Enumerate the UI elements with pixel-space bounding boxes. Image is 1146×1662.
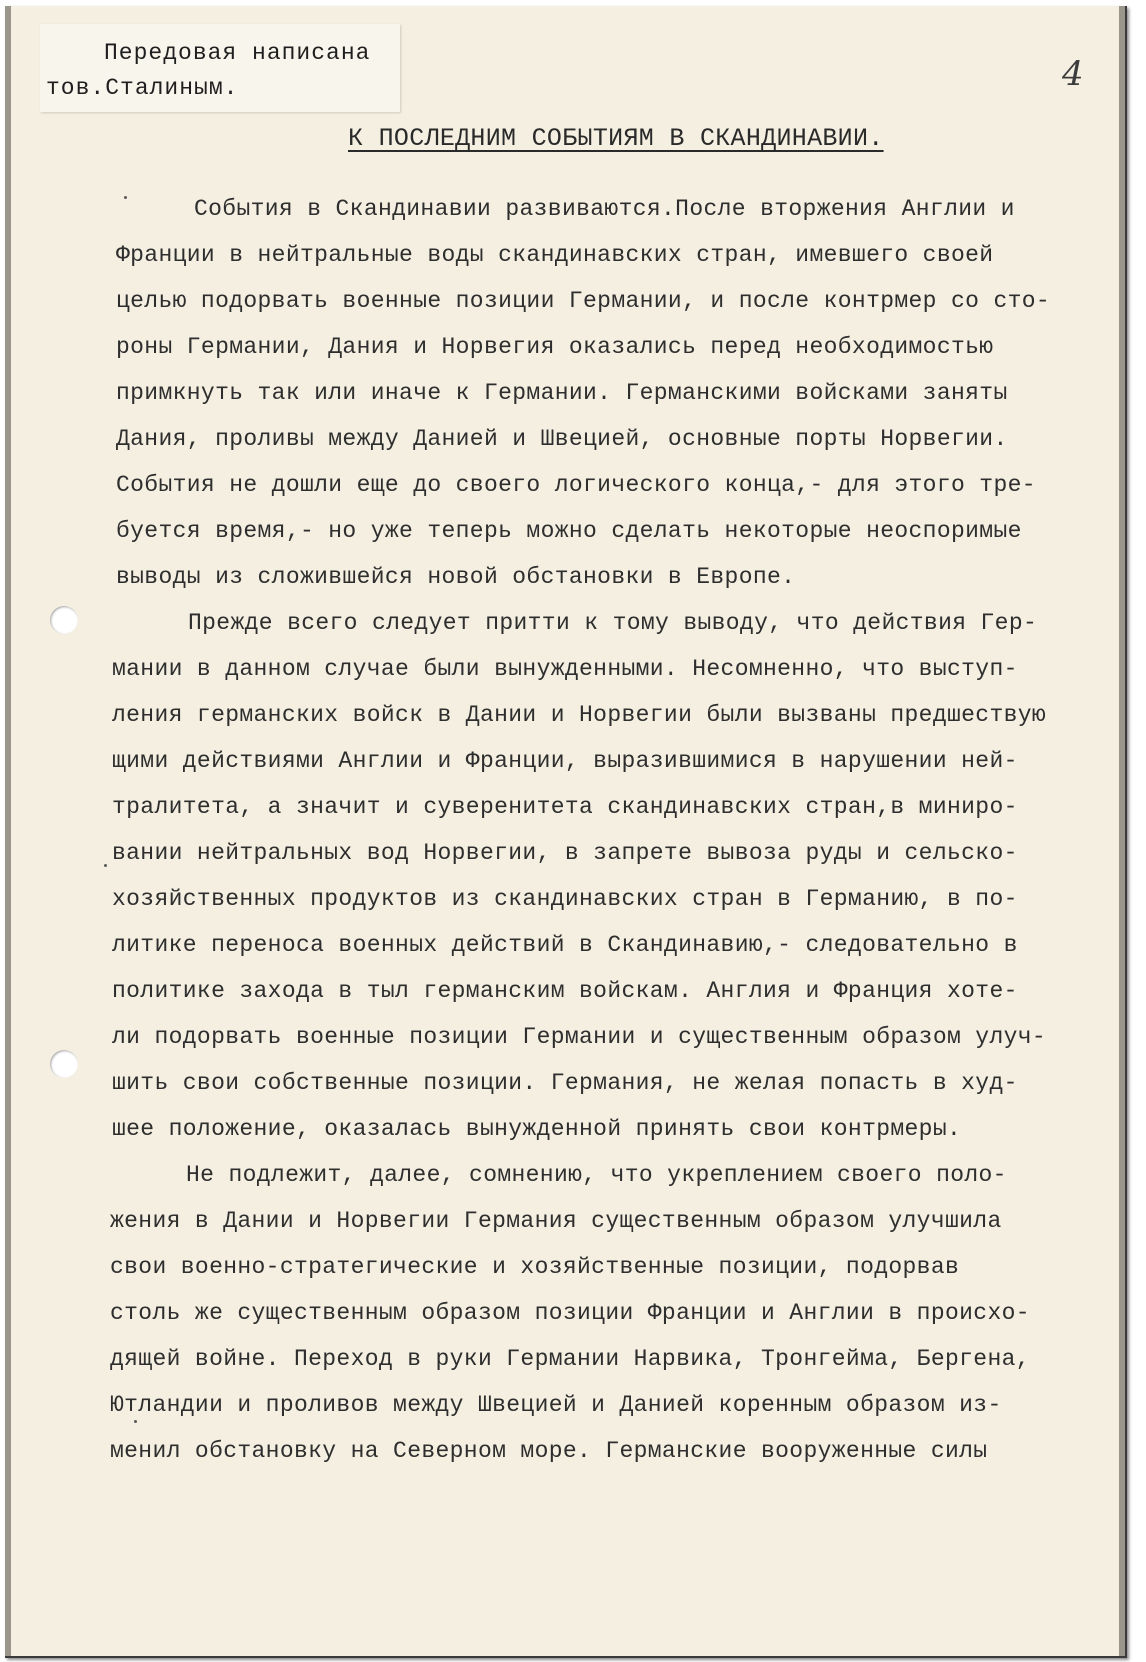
- body-line: Не подлежит, далее, сомнению, что укреплением своего поло-: [186, 1162, 1007, 1188]
- body-line: шее положение, оказалась вынужденной принять свои контрмеры.: [112, 1116, 962, 1142]
- body-line: буется время,- но уже теперь можно сделать некоторые неоспоримые: [116, 518, 1022, 544]
- body-line: ления германских войск в Дании и Норвегии были вызваны предшествую: [112, 702, 1047, 728]
- ink-speck: [124, 196, 127, 199]
- punch-hole: [50, 1050, 78, 1078]
- body-line: щими действиями Англии и Франции, выразившимися в нарушении ней-: [112, 748, 1018, 774]
- body-line: События в Скандинавии развиваются.После вторжения Англии и: [194, 196, 1015, 222]
- body-line: Прежде всего следует притти к тому выводу, что действия Гер-: [188, 610, 1038, 636]
- body-line: менил обстановку на Северном море. Германские вооруженные силы: [110, 1438, 988, 1464]
- document-title: К ПОСЛЕДНИМ СОБЫТИЯМ В СКАНДИНАВИИ.: [348, 124, 884, 153]
- body-line: вании нейтральных вод Норвегии, в запрете вывоза руды и сельско-: [112, 840, 1018, 866]
- body-line: Дания, проливы между Данией и Швецией, основные порты Норвегии.: [116, 426, 1008, 452]
- body-line: целью подорвать военные позиции Германии, и после контрмер со сто-: [116, 288, 1051, 314]
- body-line: жения в Дании и Норвегии Германия существенным образом улучшила: [110, 1208, 1002, 1234]
- body-line: мании в данном случае были вынужденными. Несомненно, что выступ-: [112, 656, 1018, 682]
- body-line: ли подорвать военные позиции Германии и существенным образом улуч-: [112, 1024, 1047, 1050]
- body-line: роны Германии, Дания и Норвегия оказались перед необходимостью: [116, 334, 994, 360]
- body-line: Франции в нейтральные воды скандинавских стран, имевшего своей: [116, 242, 994, 268]
- body-line: политике захода в тыл германским войскам. Англия и Франция хоте-: [112, 978, 1018, 1004]
- body-line: литике переноса военных действий в Скандинавию,- следовательно в: [112, 932, 1018, 958]
- body-line: столь же существенным образом позиции Франции и Англии в происхо-: [110, 1300, 1030, 1326]
- punch-hole: [50, 606, 78, 634]
- body-line: примкнуть так или иначе к Германии. Германскими войсками заняты: [116, 380, 1008, 406]
- note-line: Передовая написана: [104, 40, 371, 66]
- body-line: шить свои собственные позиции. Германия, не желая попасть в худ-: [112, 1070, 1018, 1096]
- paper-right-edge: [1119, 6, 1125, 1656]
- body-line: выводы из сложившейся новой обстановки в Европе.: [116, 564, 796, 590]
- ink-speck: [134, 1420, 137, 1423]
- body-line: Ютландии и проливов между Швецией и Данией коренным образом из-: [110, 1392, 1002, 1418]
- handwritten-page-number: 4: [1062, 54, 1084, 94]
- body-line: хозяйственных продуктов из скандинавских стран в Германию, в по-: [112, 886, 1018, 912]
- body-line: тралитета, а значит и суверенитета скандинавских стран,в миниро-: [112, 794, 1018, 820]
- body-line: свои военно-стратегические и хозяйственные позиции, подорвав: [110, 1254, 960, 1280]
- body-line: дящей войне. Переход в руки Германии Нарвика, Тронгейма, Бергена,: [110, 1346, 1030, 1372]
- paper-left-edge: [5, 6, 11, 1656]
- note-line: тов.Сталиным.: [46, 75, 239, 101]
- ink-speck: [104, 864, 107, 867]
- body-line: События не дошли еще до своего логического конца,- для этого тре-: [116, 472, 1036, 498]
